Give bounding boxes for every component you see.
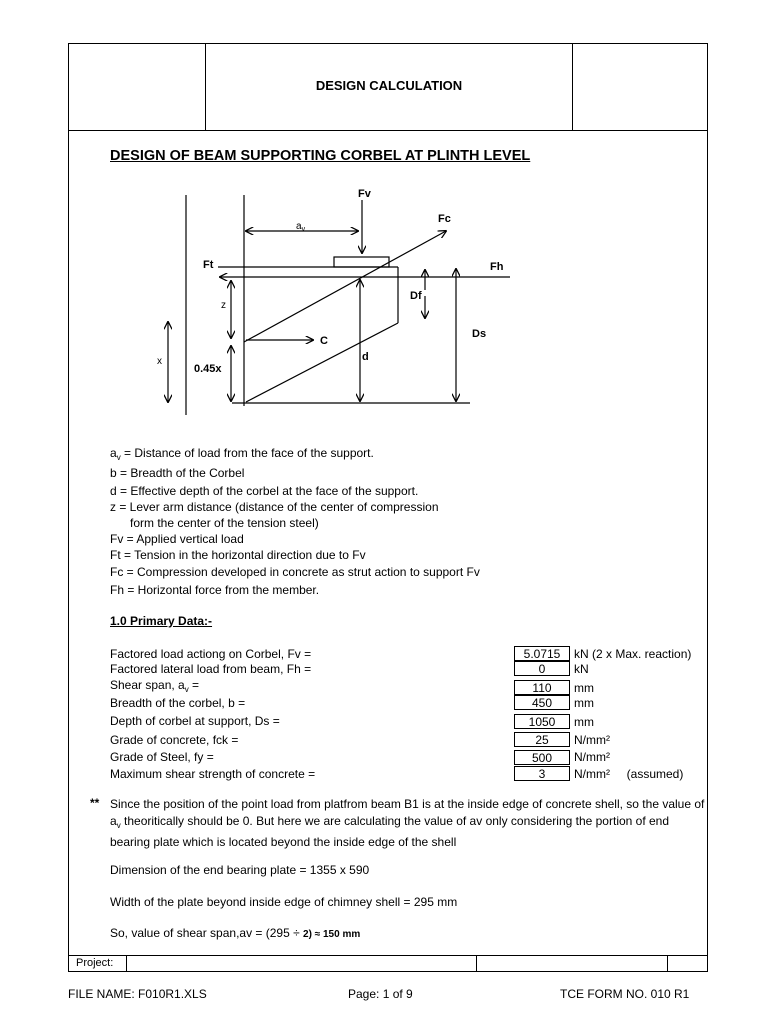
value-b: 450 <box>514 695 570 710</box>
shear-span-line: So, value of shear span,av = (295 ÷ 2) ≈ 150 mm <box>110 926 361 940</box>
value-shear-strength: 3 <box>514 766 570 781</box>
dimension-line: Dimension of the end bearing plate = 1355 x 590 <box>110 863 370 877</box>
label-c: C <box>320 335 328 347</box>
label-x: x <box>157 356 162 367</box>
page-number: Page: 1 of 9 <box>348 987 413 1001</box>
def-fv: Fv = Applied vertical load <box>110 532 244 546</box>
project-label: Project: <box>76 957 114 969</box>
unit-fv: kN (2 x Max. reaction) <box>574 647 692 661</box>
def-z-1: z = Lever arm distance (distance of the center of compression <box>110 500 439 514</box>
unit-b: mm <box>574 696 594 710</box>
strut-arrow <box>244 231 446 342</box>
project-box-div-2 <box>476 955 477 972</box>
note-marker: ** <box>90 796 100 810</box>
frame-right <box>707 43 708 972</box>
unit-ds: mm <box>574 715 594 729</box>
bearing-plate <box>334 257 389 267</box>
frame-top <box>68 43 708 44</box>
label-ft: Ft <box>203 259 214 271</box>
corbel-diagram <box>150 180 530 415</box>
def-b: b = Breadth of the Corbel <box>110 466 245 480</box>
row-label-fh: Factored lateral load from beam, Fh = <box>110 662 312 676</box>
width-line: Width of the plate beyond inside edge of chimney shell = 295 mm <box>110 895 458 909</box>
unit-fh: kN <box>574 662 589 676</box>
label-av: $a_v$ <box>296 221 306 233</box>
def-fh: Fh = Horizontal force from the member. <box>110 583 320 597</box>
file-name: FILE NAME: F010R1.XLS <box>68 987 207 1001</box>
row-label-ds: Depth of corbel at support, Ds = <box>110 714 280 728</box>
value-fv: 5.0715 <box>514 646 570 661</box>
unit-fy: N/mm² <box>574 750 610 764</box>
row-label-fck: Grade of concrete, fck = <box>110 733 239 747</box>
unit-shear-strength: N/mm² (assumed) <box>574 767 684 781</box>
form-number: TCE FORM NO. 010 R1 <box>560 987 690 1001</box>
row-label-av: Shear span, $a_v$ = <box>110 678 200 694</box>
project-box-div-1 <box>126 955 127 972</box>
row-label-b: Breadth of the corbel, b = <box>110 696 246 710</box>
header-divider <box>68 130 708 131</box>
row-label-shear-strength: Maximum shear strength of concrete = <box>110 767 316 781</box>
header-title: DESIGN CALCULATION <box>315 78 463 93</box>
project-box-top <box>68 955 708 956</box>
value-fck: 25 <box>514 732 570 747</box>
row-label-fv: Factored load actiong on Corbel, Fv = <box>110 647 312 661</box>
def-d: d = Effective depth of the corbel at the face of the support. <box>110 484 419 498</box>
label-fv: Fv <box>358 188 371 200</box>
label-fc: Fc <box>438 213 451 225</box>
label-045x: 0.45x <box>194 363 222 375</box>
project-box-div-3 <box>667 955 668 972</box>
def-fc: Fc = Compression developed in concrete as strut action to support Fv <box>110 565 480 579</box>
project-box-bottom <box>68 971 708 972</box>
row-label-fy: Grade of Steel, fy = <box>110 750 214 764</box>
label-ds: Ds <box>472 328 487 340</box>
value-fy: 500 <box>514 750 570 765</box>
def-z-2: form the center of the tension steel) <box>130 516 319 530</box>
header-col-right <box>572 43 573 131</box>
unit-fck: N/mm² <box>574 733 610 747</box>
def-av: $a_v$ = Distance of load from the face of the support. <box>110 446 374 462</box>
value-av: 110 <box>514 680 570 695</box>
primary-data-heading: 1.0 Primary Data:- <box>110 614 213 628</box>
label-d: d <box>362 351 369 363</box>
frame-left <box>68 43 69 972</box>
def-ft: Ft = Tension in the horizontal direction due to Fv <box>110 548 366 562</box>
label-z: z <box>221 300 226 311</box>
value-fh: 0 <box>514 661 570 676</box>
label-df: Df <box>410 290 422 302</box>
note-text: Since the position of the point load from platfrom beam B1 is at the inside edge of concrete shell, so the value of $a_v$ theoritically should be 0. But here we are calculating the value of av only considering the portion of end bearing plate which is located beyond the inside edge of the shell <box>110 797 705 849</box>
unit-av: mm <box>574 681 594 695</box>
page-title: DESIGN OF BEAM SUPPORTING CORBEL AT PLINTH LEVEL <box>110 148 531 164</box>
label-fh: Fh <box>490 261 504 273</box>
value-ds: 1050 <box>514 714 570 729</box>
